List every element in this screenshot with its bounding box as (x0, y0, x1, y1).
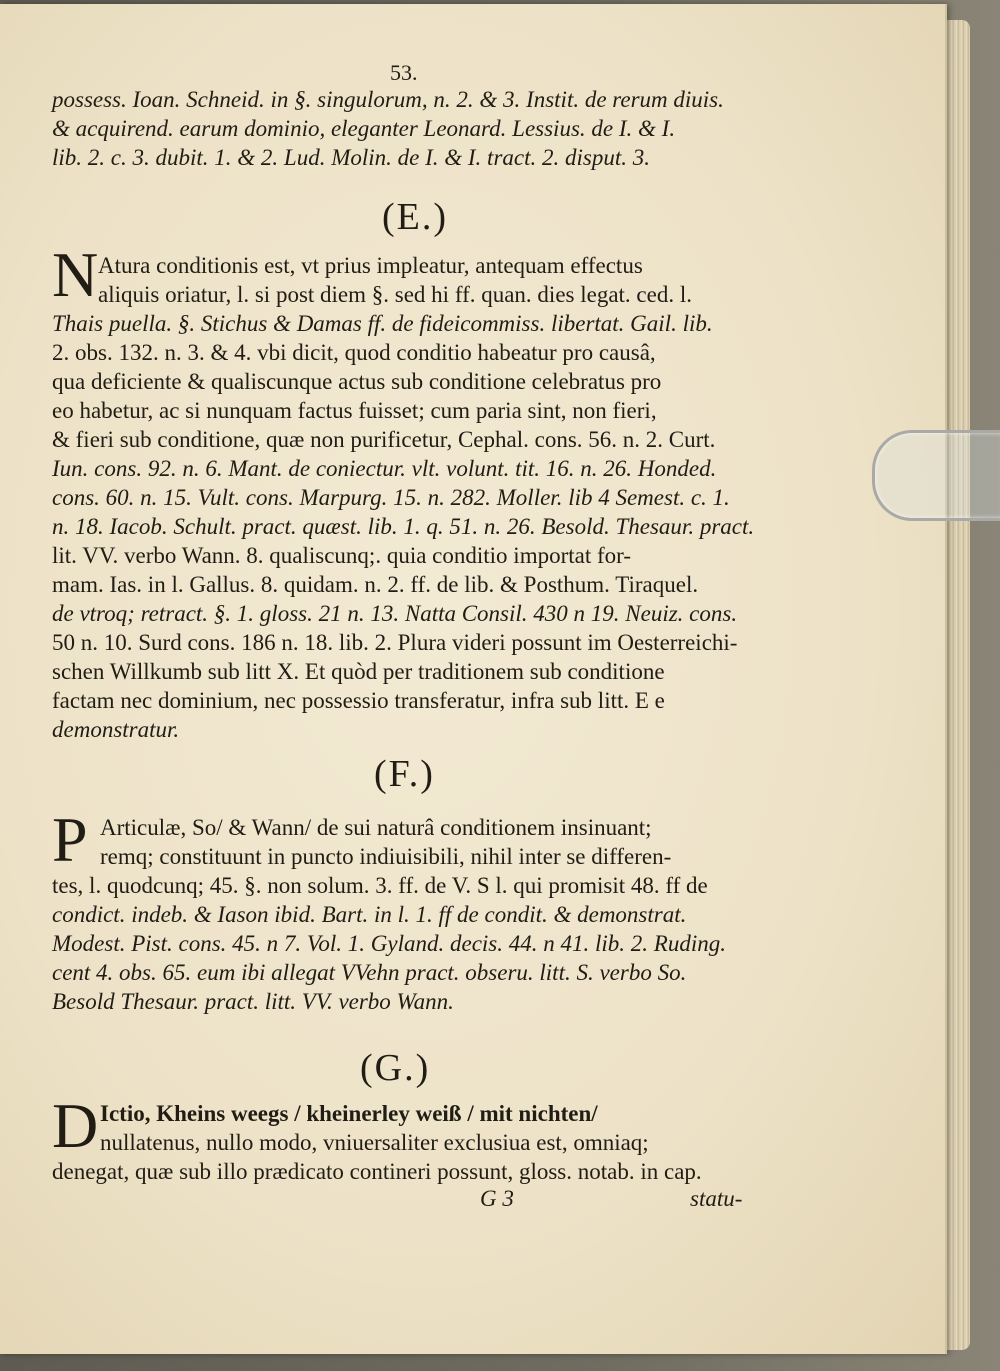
section-heading-f: (F.) (374, 753, 435, 795)
top-line: lib. 2. c. 3. dubit. 1. & 2. Lud. Molin. de I. & I. tract. 2. disput. 3. (52, 145, 650, 170)
text-line: nullatenus, nullo modo, vniuersaliter exclusiua est, omniaq; (100, 1130, 649, 1155)
top-line: & acquirend. earum dominio, eleganter Leonard. Lessius. de I. & I. (52, 116, 676, 141)
initial-letter-n: N (52, 239, 99, 310)
text-line: mam. Ias. in l. Gallus. 8. quidam. n. 2. ff. de lib. & Posthum. Tiraquel. (52, 572, 699, 597)
text-line: factam nec dominium, nec possessio transferatur, infra sub litt. E e (52, 688, 665, 713)
text-line: tes, l. quodcunq; 45. §. non solum. 3. ff. de V. S l. qui promisit 48. ff de (52, 873, 708, 898)
text-line: de vtroq; retract. §. 1. gloss. 21 n. 13. Natta Consil. 430 n 19. Neuiz. cons. (52, 601, 738, 626)
initial-letter-d: D (52, 1090, 99, 1161)
paper-clip (872, 430, 1000, 521)
catchword: statu- (690, 1186, 743, 1211)
text-line: Articulæ, So/ & Wann/ de sui naturâ conditionem insinuant; (100, 815, 652, 840)
text-line: cons. 60. n. 15. Vult. cons. Marpurg. 15. n. 282. Moller. lib 4 Semest. c. 1. (52, 485, 730, 510)
text-line: Modest. Pist. cons. 45. n 7. Vol. 1. Gyland. decis. 44. n 41. lib. 2. Ruding. (52, 931, 726, 956)
text-line: lit. VV. verbo Wann. 8. qualiscunq;. quia conditio importat for- (52, 543, 631, 568)
text-line: Besold Thesaur. pract. litt. VV. verbo Wann. (52, 989, 454, 1014)
text-line: Ictio, Kheins weegs / kheinerley weiß / mit nichten/ (100, 1101, 598, 1126)
text-line: qua deficiente & qualiscunque actus sub conditione celebratus pro (52, 369, 662, 394)
text-line: demonstratur. (52, 717, 180, 742)
section-heading-e: (E.) (382, 196, 449, 238)
text-line: Atura conditionis est, vt prius impleatur, antequam effectus (98, 253, 643, 278)
initial-letter-p: P (52, 804, 88, 875)
text-line: & fieri sub conditione, quæ non purificetur, Cephal. cons. 56. n. 2. Curt. (52, 427, 716, 452)
text-line: Iun. cons. 92. n. 6. Mant. de coniectur. vlt. volunt. tit. 16. n. 26. Honded. (52, 456, 717, 481)
text-line: 2. obs. 132. n. 3. & 4. vbi dicit, quod conditio habeatur pro causâ, (52, 340, 656, 365)
text-line: remq; constituunt in puncto indiuisibili, nihil inter se differen- (100, 844, 672, 869)
text-line: denegat, quæ sub illo prædicato contineri possunt, gloss. notab. in cap. (52, 1159, 702, 1184)
text-line: aliquis oriatur, l. si post diem §. sed hi ff. quan. dies legat. ced. l. (98, 282, 692, 307)
text-line: Thais puella. §. Stichus & Damas ff. de fideicommiss. libertat. Gail. lib. (52, 311, 713, 336)
text-line: 50 n. 10. Surd cons. 186 n. 18. lib. 2. Plura videri possunt im Oesterreichi- (52, 630, 738, 655)
text-line: condict. indeb. & Iason ibid. Bart. in l. 1. ff de condit. & demonstrat. (52, 902, 687, 927)
section-heading-g: (G.) (360, 1047, 431, 1089)
signature-mark: G 3 (480, 1186, 514, 1211)
text-line: n. 18. Iacob. Schult. pract. quæst. lib. 1. q. 51. n. 26. Besold. Thesaur. pract. (52, 514, 755, 539)
text-line: cent 4. obs. 65. eum ibi allegat VVehn pract. obseru. litt. S. verbo So. (52, 960, 687, 985)
text-line: eo habetur, ac si nunquam factus fuisset; cum paria sint, non fieri, (52, 398, 657, 423)
page-number: 53. (390, 60, 418, 85)
top-line: possess. Ioan. Schneid. in §. singulorum, n. 2. & 3. Instit. de rerum diuis. (52, 87, 724, 112)
text-line: schen Willkumb sub litt X. Et quòd per traditionem sub conditione (52, 659, 665, 684)
